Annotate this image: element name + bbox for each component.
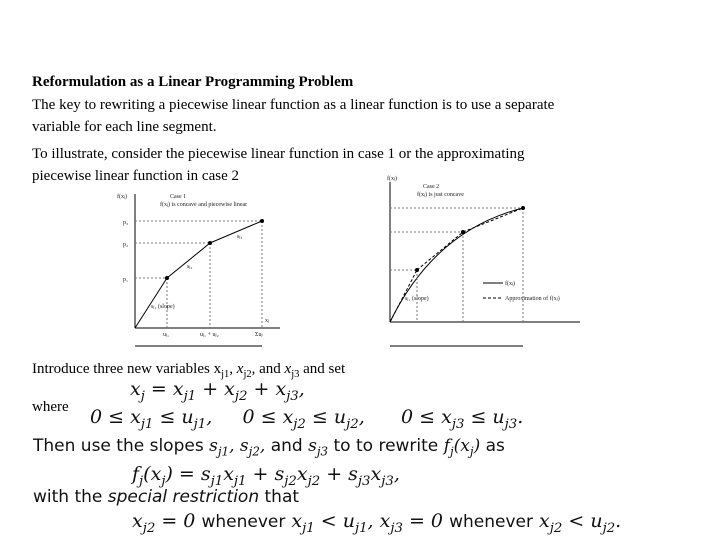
tick-label: p₃ (123, 220, 129, 226)
paragraph-line: The key to rewriting a piecewise linear function as a linear function is to use a separate (32, 97, 555, 113)
case1-subtitle: f(xⱼ) is concave and piecewise linear (160, 202, 248, 208)
paragraph-line: piecewise linear function in case 2 (32, 168, 239, 184)
paragraph-line: variable for each line segment. (32, 119, 217, 135)
equation-restriction: $x_{j2} = 0$ whenever $x_{j1} < u_{j1}$, $x_{j3} = 0$ whenever $x_{j2} < u_{j2}$. (132, 510, 622, 536)
equation-sum: $x_j = x_{j1} + x_{j2} + x_{j3}$, (130, 378, 305, 404)
case2-title: Case 2 (423, 184, 440, 190)
where-label: where (32, 399, 69, 415)
then-text: Then use the slopes (33, 436, 204, 456)
slope-label: sⱼ₂ (187, 264, 193, 270)
case1-title: Case 1 (170, 194, 187, 200)
intro-text: Introduce three new variables x (32, 361, 222, 377)
tick-label: p₂ (123, 242, 129, 248)
intro-line: Introduce three new variables $x_{j1}$, $x_{j2}$, and $x_{j3}$ and set (32, 361, 346, 380)
paragraph-line: To illustrate, consider the piecewise linear function in case 1 or the approximating (32, 146, 525, 162)
legend-entry: f(xⱼ) (505, 281, 516, 287)
case2-ylabel: f(xⱼ) (387, 176, 398, 182)
page-title: Reformulation as a Linear Programming Problem (32, 74, 354, 90)
case1-ylabel: f(xⱼ) (117, 194, 128, 200)
case2-subtitle: f(xⱼ) is just concave (417, 192, 464, 198)
axis-label: xⱼ (265, 318, 270, 324)
tick-label: p₁ (123, 277, 129, 283)
that-text: that (264, 487, 300, 507)
then-line: Then use the slopes $s_{j1}$, $s_{j2}$, and $s_{j3}$ to to rewrite $f_j(x_j)$ as (33, 436, 505, 459)
rewrite-text: to rewrite (355, 436, 439, 456)
slope-label: sⱼ₁ (slope) (151, 304, 175, 310)
slope-label: sⱼ₁ (slope) (405, 296, 429, 302)
tick-label: uⱼ₁ + uⱼ₂ (200, 332, 219, 338)
equation-bounds: $0 \le x_{j1} \le u_{j1}$, $0 \le x_{j2} \le u_{j2}$, $0 \le x_{j3} \le u_{j3}$. (90, 406, 524, 432)
tick-label: Σuⱼ (255, 332, 263, 338)
special-italic: special restriction (107, 487, 260, 507)
special-line (33, 487, 299, 507)
case2-figure (365, 170, 590, 355)
as-text: as (485, 436, 505, 456)
special-text: with the (33, 487, 103, 507)
equation-rewrite: $f_j(x_j) = s_{j1}x_{j1} + s_{j2}x_{j2} + s_{j3}x_{j3}$, (132, 463, 400, 489)
legend-entry: Approximation of f(xⱼ) (505, 296, 560, 302)
tick-label: uⱼ₁ (163, 332, 170, 338)
case1-figure (115, 186, 280, 364)
whenever-text: whenever (201, 512, 286, 532)
slope-label: sⱼ₃ (237, 234, 243, 240)
whenever-text: whenever (449, 512, 533, 532)
